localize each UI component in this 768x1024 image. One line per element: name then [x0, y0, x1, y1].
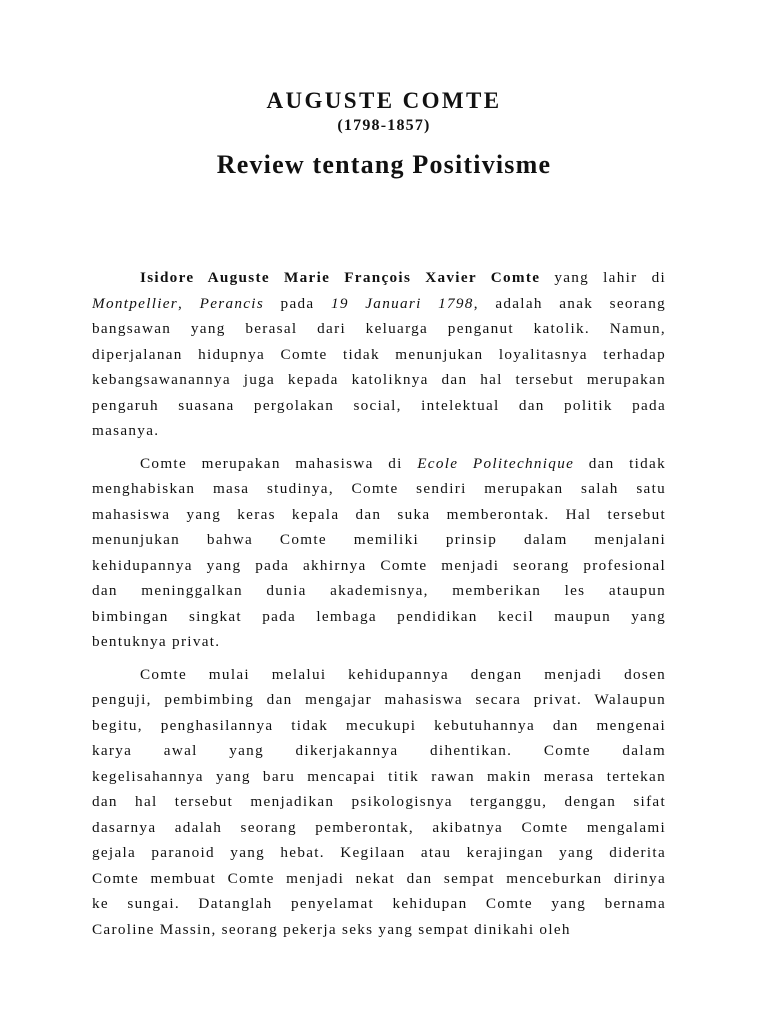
text-line [92, 418, 666, 444]
text-span: dasarnya adalah seorang pemberontak, akibatnya Comte mengalami [92, 818, 666, 836]
text-line [92, 578, 666, 604]
text-line [92, 687, 666, 713]
document-body [92, 265, 666, 942]
text-line [92, 393, 666, 419]
text-span: masanya. [92, 422, 160, 439]
text-line [92, 502, 666, 528]
text-line [92, 840, 666, 866]
text-span: Caroline Massin, seorang pekerja seks yang sempat dinikahi oleh [92, 920, 571, 938]
text-span: kegelisahannya yang baru mencapai titik rawan makin merasa tertekan [92, 767, 666, 785]
text-span: kebangsawanannya juga kepada katoliknya dan hal tersebut merupakan [92, 371, 666, 388]
text-line [92, 866, 666, 892]
text-span: bangsawan yang berasal dari keluarga penganut katolik. Namun, [92, 320, 666, 337]
text-span: begitu, penghasilannya tidak mecukupi kebutuhannya dan mengenai [92, 716, 666, 734]
text-span: dan meninggalkan dunia akademisnya, memberikan les ataupun [92, 582, 666, 599]
text-line [92, 713, 666, 739]
text-span: ke sungai. Datanglah penyelamat kehidupan Comte yang bernama [92, 895, 666, 912]
text-line [92, 476, 666, 502]
paragraph [92, 451, 666, 655]
text-line [92, 891, 666, 917]
text-line [92, 738, 666, 764]
text-line [92, 265, 666, 291]
text-line [92, 367, 666, 393]
text-span: menghabiskan masa studinya, Comte sendiri merupakan salah satu [92, 480, 666, 497]
text-span: pada [264, 294, 331, 312]
text-line [92, 527, 666, 553]
text-line [92, 316, 666, 342]
text-span: pengaruh suasana pergolakan social, intelektual dan politik pada [92, 396, 666, 414]
italic-text: Perancis [199, 294, 265, 312]
text-line [92, 553, 666, 579]
text-span: bimbingan singkat pada lembaga pendidikan kecil maupun yang [92, 607, 666, 625]
text-span: kehidupannya yang pada akhirnya Comte menjadi seorang profesional [92, 556, 666, 574]
italic-text: Montpellier [92, 294, 179, 312]
text-line [92, 342, 666, 368]
text-line [92, 291, 666, 317]
text-span: dan tidak [574, 454, 666, 472]
text-span: menunjukan bahwa Comte memiliki prinsip dalam menjalani [92, 531, 666, 548]
text-line [92, 451, 666, 477]
bold-text: Isidore Auguste Marie François Xavier Comte [140, 269, 541, 286]
text-span: gejala paranoid yang hebat. Kegilaan atau kerajingan yang diderita [92, 844, 666, 861]
text-span: dan hal tersebut menjadikan psikologisnya terganggu, dengan sifat [92, 793, 666, 810]
paragraph [92, 662, 666, 943]
text-line [92, 629, 666, 655]
text-span: Comte membuat Comte menjadi nekat dan sempat menceburkan dirinya [92, 869, 666, 887]
paragraph [92, 265, 666, 444]
text-line [92, 604, 666, 630]
author-years: (1798-1857) [337, 117, 431, 134]
text-line [92, 789, 666, 815]
text-span: mahasiswa yang keras kepala dan suka memberontak. Hal tersebut [92, 505, 666, 523]
document-title: Review tentang Positivisme [216, 150, 552, 179]
text-span: karya awal yang dikerjakannya dihentikan. Comte dalam [92, 742, 666, 759]
italic-text: 19 Januari 1798 [330, 294, 474, 312]
text-line [92, 662, 666, 688]
text-span: Comte mulai melalui kehidupannya dengan menjadi dosen [140, 665, 666, 683]
text-span: diperjalanan hidupnya Comte tidak menunjukan loyalitasnya terhadap [92, 345, 666, 363]
text-line [92, 815, 666, 841]
text-line [92, 917, 666, 943]
text-span: yang lahir di [540, 269, 666, 286]
text-span: , adalah anak seorang [473, 294, 666, 312]
text-span: penguji, pembimbing dan mengajar mahasiswa secara privat. Walaupun [92, 691, 666, 708]
text-span: bentuknya privat. [92, 633, 221, 650]
author-name-heading: AUGUSTE COMTE [266, 88, 502, 113]
text-span: , [178, 294, 200, 312]
italic-text: Ecole Politechnique [417, 454, 575, 472]
text-line [92, 764, 666, 790]
text-span: Comte merupakan mahasiswa di [140, 454, 418, 472]
